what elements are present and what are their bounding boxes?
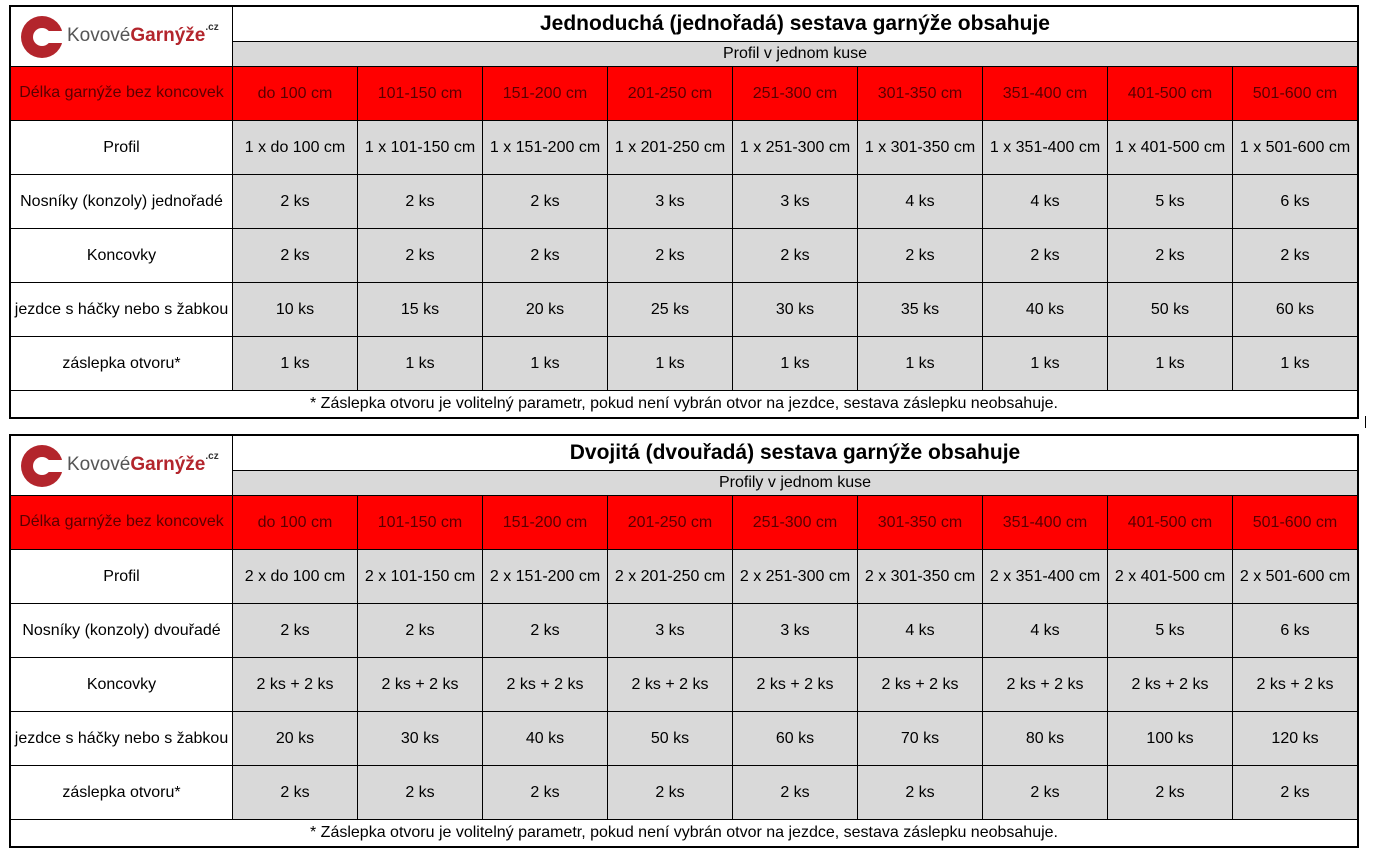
table-cell: 40 ks [483,712,607,765]
table-cell: 4 ks [858,604,982,657]
column-header: 501-600 cm [1233,67,1357,120]
table-cell: 2 ks [233,766,357,819]
table-cell: 2 ks [358,229,482,282]
header-length-label: Délka garnýže bez koncovek [11,67,232,120]
table-cell: 2 ks [608,229,732,282]
table-cell: 2 ks [358,604,482,657]
table-cell: 60 ks [733,712,857,765]
table-cell: 3 ks [608,175,732,228]
table-subtitle: Profil v jednom kuse [233,42,1357,66]
table-cell: 1 ks [358,337,482,390]
table-cell: 1 x do 100 cm [233,121,357,174]
column-header: do 100 cm [233,67,357,120]
row-label: Koncovky [11,658,232,711]
table-cell: 1 ks [1233,337,1357,390]
table-cell: 3 ks [733,604,857,657]
table-subtitle: Profily v jednom kuse [233,471,1357,495]
table-cell: 120 ks [1233,712,1357,765]
table-cell: 80 ks [983,712,1107,765]
table-cell: 2 x 151-200 cm [483,550,607,603]
table-cell: 2 ks [608,766,732,819]
column-header: 151-200 cm [483,496,607,549]
column-header: 301-350 cm [858,496,982,549]
table-cell: 2 ks [1233,766,1357,819]
table-cell: 1 x 401-500 cm [1108,121,1232,174]
table-cell: 35 ks [858,283,982,336]
table-cell: 50 ks [608,712,732,765]
table-cell: 5 ks [1108,175,1232,228]
table-grid [9,434,1359,848]
table-cell: 1 ks [1108,337,1232,390]
table-cell: 100 ks [1108,712,1232,765]
table-cell: 25 ks [608,283,732,336]
table-cell: 2 x 501-600 cm [1233,550,1357,603]
table-cell: 2 ks [858,766,982,819]
column-header: 501-600 cm [1233,496,1357,549]
column-header: 351-400 cm [983,496,1107,549]
table-cell: 2 ks + 2 ks [983,658,1107,711]
footnote: * Záslepka otvoru je volitelný parametr, pokud není vybrán otvor na jezdce, sestava záslepku neobsahuje. [11,820,1357,846]
table-cell: 20 ks [483,283,607,336]
footnote: * Záslepka otvoru je volitelný parametr, pokud není vybrán otvor na jezdce, sestava záslepku neobsahuje. [11,391,1357,417]
row-label: Profil [11,121,232,174]
row-label: záslepka otvoru* [11,337,232,390]
logo-c-icon [21,16,63,58]
brand-logo[interactable] [21,16,219,58]
row-label: Koncovky [11,229,232,282]
logo-c-icon [21,445,63,487]
table-cell: 2 ks [983,229,1107,282]
table-cell: 6 ks [1233,604,1357,657]
table-cell: 1 ks [983,337,1107,390]
table-cell: 2 x 201-250 cm [608,550,732,603]
table-cell: 20 ks [233,712,357,765]
table-cell: 2 ks [733,229,857,282]
table-cell: 30 ks [358,712,482,765]
table-cell: 2 ks [483,229,607,282]
column-header: do 100 cm [233,496,357,549]
column-header: 251-300 cm [733,496,857,549]
column-header: 201-250 cm [608,67,732,120]
table-cell: 2 ks + 2 ks [1108,658,1232,711]
table-single-set [9,5,1359,419]
table-cell: 3 ks [733,175,857,228]
table-cell: 2 ks [858,229,982,282]
table-cell: 50 ks [1108,283,1232,336]
table-cell: 2 ks + 2 ks [608,658,732,711]
table-cell: 4 ks [983,604,1107,657]
column-header: 401-500 cm [1108,67,1232,120]
table-cell: 2 ks + 2 ks [733,658,857,711]
logo-text: KovovéGarnýže$^{.cz}$ [67,21,219,47]
table-cell: 2 ks + 2 ks [858,658,982,711]
row-label: jezdce s háčky nebo s žabkou [11,283,232,336]
table-cell: 2 ks [733,766,857,819]
table-cell: 1 x 101-150 cm [358,121,482,174]
table-cell: 2 ks [483,175,607,228]
table-cell: 1 x 251-300 cm [733,121,857,174]
table-cell: 2 ks + 2 ks [1233,658,1357,711]
logo-cell [11,7,232,66]
table-title: Dvojitá (dvouřadá) sestava garnýže obsahuje [233,436,1357,470]
row-label: Profil [11,550,232,603]
table-cell: 1 ks [858,337,982,390]
brand-logo[interactable] [21,445,219,487]
table-cell: 2 ks + 2 ks [233,658,357,711]
column-header: 101-150 cm [358,496,482,549]
table-cell: 2 ks [358,766,482,819]
column-header: 101-150 cm [358,67,482,120]
table-cell: 6 ks [1233,175,1357,228]
table-cell: 2 x 401-500 cm [1108,550,1232,603]
header-length-label: Délka garnýže bez koncovek [11,496,232,549]
table-cell: 15 ks [358,283,482,336]
table-cell: 1 x 151-200 cm [483,121,607,174]
row-label: Nosníky (konzoly) dvouřadé [11,604,232,657]
column-header: 251-300 cm [733,67,857,120]
table-grid [9,5,1359,419]
table-cell: 2 ks [483,604,607,657]
table-cell: 2 ks [233,604,357,657]
table-cell: 60 ks [1233,283,1357,336]
table-cell: 2 x do 100 cm [233,550,357,603]
table-cell: 4 ks [983,175,1107,228]
column-header: 351-400 cm [983,67,1107,120]
table-cell: 10 ks [233,283,357,336]
table-double-set [9,434,1359,848]
column-header: 301-350 cm [858,67,982,120]
column-header: 151-200 cm [483,67,607,120]
table-cell: 2 x 101-150 cm [358,550,482,603]
table-cell: 30 ks [733,283,857,336]
column-header: 201-250 cm [608,496,732,549]
divider-tick [1365,416,1366,428]
table-cell: 2 x 301-350 cm [858,550,982,603]
table-cell: 2 ks [1108,229,1232,282]
table-cell: 1 ks [733,337,857,390]
table-cell: 2 ks [1233,229,1357,282]
table-cell: 2 ks + 2 ks [483,658,607,711]
table-cell: 2 ks [1108,766,1232,819]
table-cell: 2 ks [983,766,1107,819]
table-cell: 2 x 351-400 cm [983,550,1107,603]
table-cell: 1 x 351-400 cm [983,121,1107,174]
table-cell: 4 ks [858,175,982,228]
table-cell: 2 ks [233,229,357,282]
row-label: jezdce s háčky nebo s žabkou [11,712,232,765]
row-label: Nosníky (konzoly) jednořadé [11,175,232,228]
table-cell: 1 x 201-250 cm [608,121,732,174]
logo-cell [11,436,232,495]
table-cell: 1 x 301-350 cm [858,121,982,174]
table-cell: 1 ks [483,337,607,390]
table-cell: 1 x 501-600 cm [1233,121,1357,174]
table-cell: 1 ks [233,337,357,390]
table-cell: 5 ks [1108,604,1232,657]
table-cell: 2 ks [358,175,482,228]
table-cell: 2 x 251-300 cm [733,550,857,603]
table-cell: 2 ks + 2 ks [358,658,482,711]
table-cell: 40 ks [983,283,1107,336]
table-cell: 1 ks [608,337,732,390]
row-label: záslepka otvoru* [11,766,232,819]
logo-text: KovovéGarnýže$^{.cz}$ [67,450,219,476]
table-title: Jednoduchá (jednořadá) sestava garnýže obsahuje [233,7,1357,41]
table-cell: 2 ks [483,766,607,819]
column-header: 401-500 cm [1108,496,1232,549]
table-cell: 70 ks [858,712,982,765]
table-cell: 3 ks [608,604,732,657]
table-cell: 2 ks [233,175,357,228]
